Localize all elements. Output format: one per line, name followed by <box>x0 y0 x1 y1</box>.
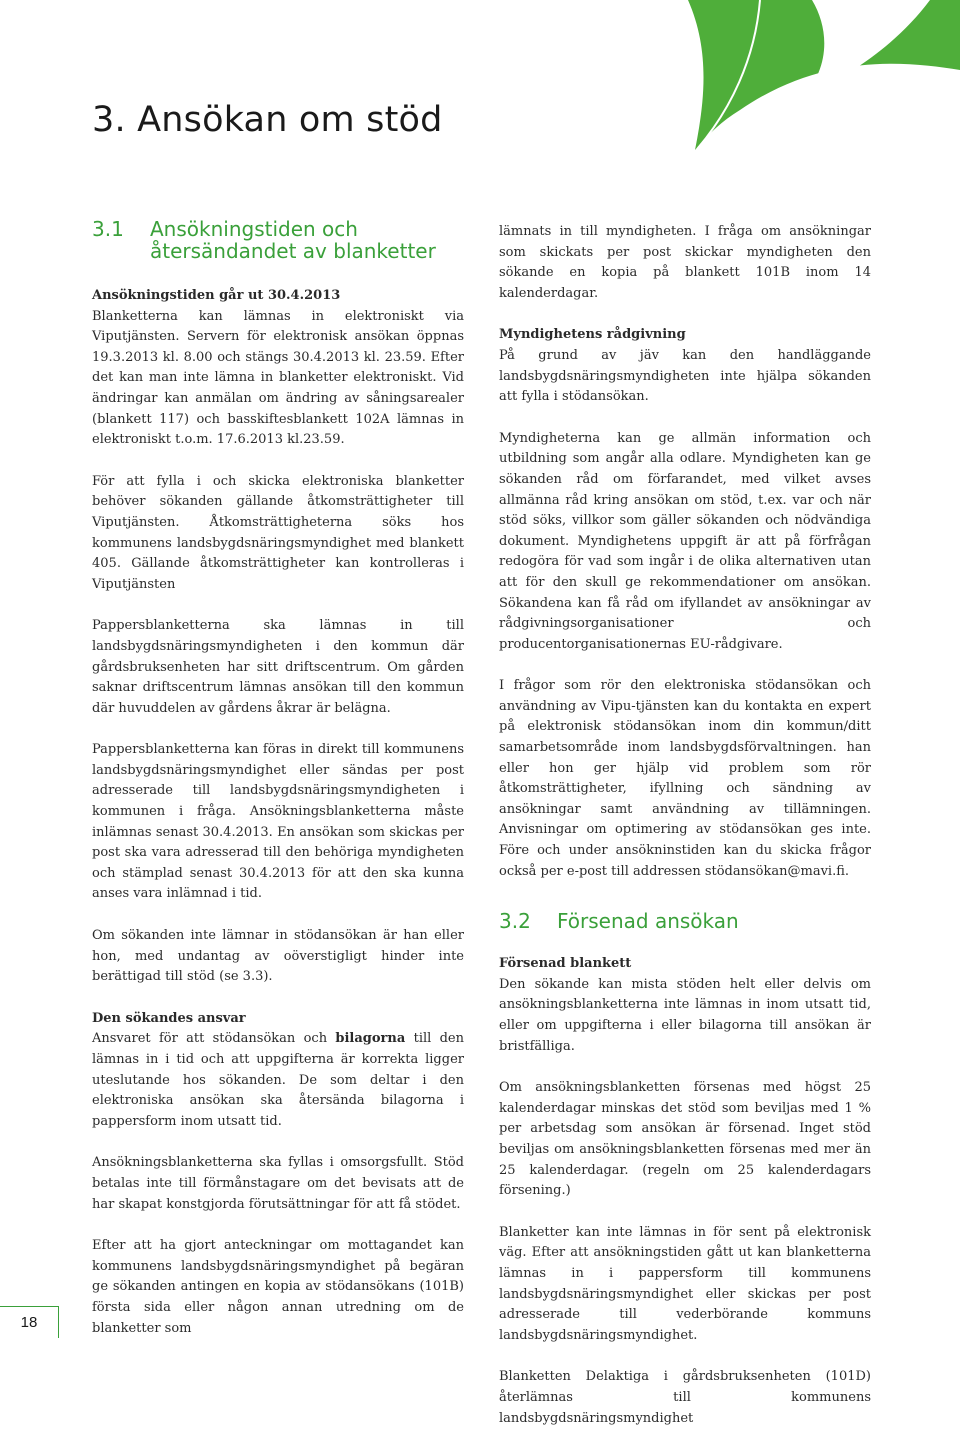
paragraph: För att fylla i och skicka elektroniska blanketter behöver sökanden gällande åtkomsträttigheter till Viputjänsten. Åtkomsträttigheterna söks hos kommunens landsbygdsnäringsmyndighet med blankett 405. Gällande åtkomsträttigheter kan kontrolleras i Viputjänsten <box>92 473 464 592</box>
bold-term: bilagorna <box>335 1031 406 1047</box>
right-column <box>499 222 871 1450</box>
paragraph <box>92 286 464 451</box>
paragraph <box>499 325 871 407</box>
paragraph: Om ansökningsblanketten försenas med högst 25 kalenderdagar minskas det stöd som beviljas med 1 % per arbetsdag som ansökan är försenad. Inget stöd beviljas om ansökningsblanketten försenas med mer än 25 kalenderdagar. (regeln om 25 kalenderdagars försening.) <box>499 1080 871 1199</box>
section-heading-3-2 <box>499 910 871 932</box>
paragraph <box>92 1009 464 1133</box>
paragraph-text: till den lämnas in i tid och att uppgifterna är korrekta ligger uteslutande hos sökanden. De som deltar i den elektroniska ansökan ska återsända bilagorna i pappersform inom utsatt tid. <box>92 1031 464 1129</box>
paragraph-text: Ansvaret för att stödansökan och <box>92 1031 336 1047</box>
section-title: Ansökningstiden och återsändandet av blanketter <box>150 217 436 263</box>
paragraph: Blanketten Delaktiga i gårdsbruksenheten (101D) återlämnas till kommunens landsbygdsnäringsmyndighet <box>499 1369 871 1426</box>
paragraph: Blanketter kan inte lämnas in för sent på elektronisk väg. Efter att ansökningstiden gått ut kan blanketterna lämnas in i pappersform till kommunens landsbygdsnäringsmyndighet eller skickas per post adresserade till vederbörande kommuns landsbygdsnäringsmyndighet. <box>499 1224 871 1343</box>
subheading: Den sökandes ansvar <box>92 1010 246 1026</box>
chapter-title: 3. Ansökan om stöd <box>92 100 443 140</box>
subheading: Myndighetens rådgivning <box>499 327 686 343</box>
paragraph <box>499 954 871 1057</box>
subheading: Försenad blankett <box>499 956 632 972</box>
left-column <box>92 218 464 1360</box>
paragraph: Efter att ha gjort anteckningar om mottagandet kan kommunens landsbygdsnäringsmyndighet på begäran ge sökanden antingen en kopia av stödansökans (101B) första sida eller någon annan utredning om de blanketter som <box>92 1238 464 1336</box>
paragraph-text: På grund av jäv kan den handläggande landsbygdsnäringsmyndigheten inte hjälpa sökanden att fylla i stödansökan. <box>499 347 871 405</box>
section-number: 3.2 <box>499 909 531 934</box>
section-title: Försenad ansökan <box>557 909 739 934</box>
paragraph: I frågor som rör den elektroniska stödansökan och användning av Vipu-tjänsten kan du kontakta en expert på elektronisk stödansökan inom din kommun/ditt samarbetsområde inom landsbygdsförvaltningen. han eller hon ger hjälp vid problem som rör åtkomsträttigheter, ifyllning och sändning av ansökningar samt användning av tillämningen. Anvisningar om optimering av stödansökan ges inte. Före och under ansökninstiden kan du skicka frågor också per e-post till addressen stödansökan@mavi.fi. <box>499 678 871 879</box>
paragraph: Om sökanden inte lämnar in stödansökan är han eller hon, med undantag av oöverstigligt hinder inte berättigad till stöd (se 3.3). <box>92 928 464 985</box>
subheading: Ansökningstiden går ut 30.4.2013 <box>92 288 341 303</box>
page-number: 18 <box>0 1306 58 1339</box>
paragraph: Myndigheterna kan ge allmän information och utbildning som angår alla odlare. Myndigheten kan ge sökanden råd om förfarandet, med vilket avses allmänna råd kring ansökan om stöd, t.ex. var och när stöd söks, villkor som gäller sökanden och nödvändiga dokument. Myndighetens uppgift är att på förfrågan redogöra för vad som ingår i de olika alternativen utan att för den skull ge rekommendationer om ansökan. Sökandena kan få råd om ifyllandet av ansökningar av rådgivningsorganisationer och producentorganisationernas EU-rådgivare. <box>499 430 871 652</box>
paragraph-text: Blanketterna kan lämnas in elektroniskt via Viputjänsten. Servern för elektronisk ansökan öppnas 19.3.2013 kl. 8.00 och stängs 30.4.2013 kl. 23.59. Efter det kan man inte lämna in blanketter elektroniskt. Vid ändringar kan anmälan om ändring av såningsarealer (blankett 117) och basskiftesblankett 102A lämnas in elektroniskt t.o.m. 17.6.2013 kl.23.59. <box>92 308 464 448</box>
paragraph: Pappersblanketterna kan föras in direkt till kommunens landsbygdsnäringsmyndighet eller sändas per post adresserade till landsbygdsnäringsmyndigheten i kommunen i fråga. Ansökningsblanketterna måste inlämnas senast 30.4.2013. En ansökan som skickas per post ska vara adresserad till den behöriga myndigheten och stämplad senast 30.4.2013 för att den ska kunna anses vara inlämnad i tid. <box>92 742 464 902</box>
page-number-divider <box>58 1306 59 1338</box>
paragraph: Pappersblanketterna ska lämnas in till landsbygdsnäringsmyndigheten i den kommun där gårdsbruksenheten har sitt driftscentrum. Om gården saknar driftscentrum lämnas ansökan till den kommun där huvuddelen av gårdens åkrar är belägna. <box>92 618 464 716</box>
section-number: 3.1 <box>92 217 124 241</box>
section-heading-3-1 <box>92 218 464 262</box>
paragraph: Ansökningsblanketterna ska fyllas i omsorgsfullt. Stöd betalas inte till förmånstagare om det bevisats att de har skapat konstgjorda förutsättningar för att få stödet. <box>92 1155 464 1212</box>
paragraph-text: Den sökande kan mista stöden helt eller delvis om ansökningsblanketterna inte lämnas in inom utsatt tid, eller om uppgifterna i eller bilagorna till ansökan är bristfälliga. <box>499 976 871 1054</box>
paragraph: lämnats in till myndigheten. I fråga om ansökningar som skickats per post skickar myndigheten den sökande en kopia på blankett 101B inom 14 kalenderdagar. <box>499 224 871 301</box>
